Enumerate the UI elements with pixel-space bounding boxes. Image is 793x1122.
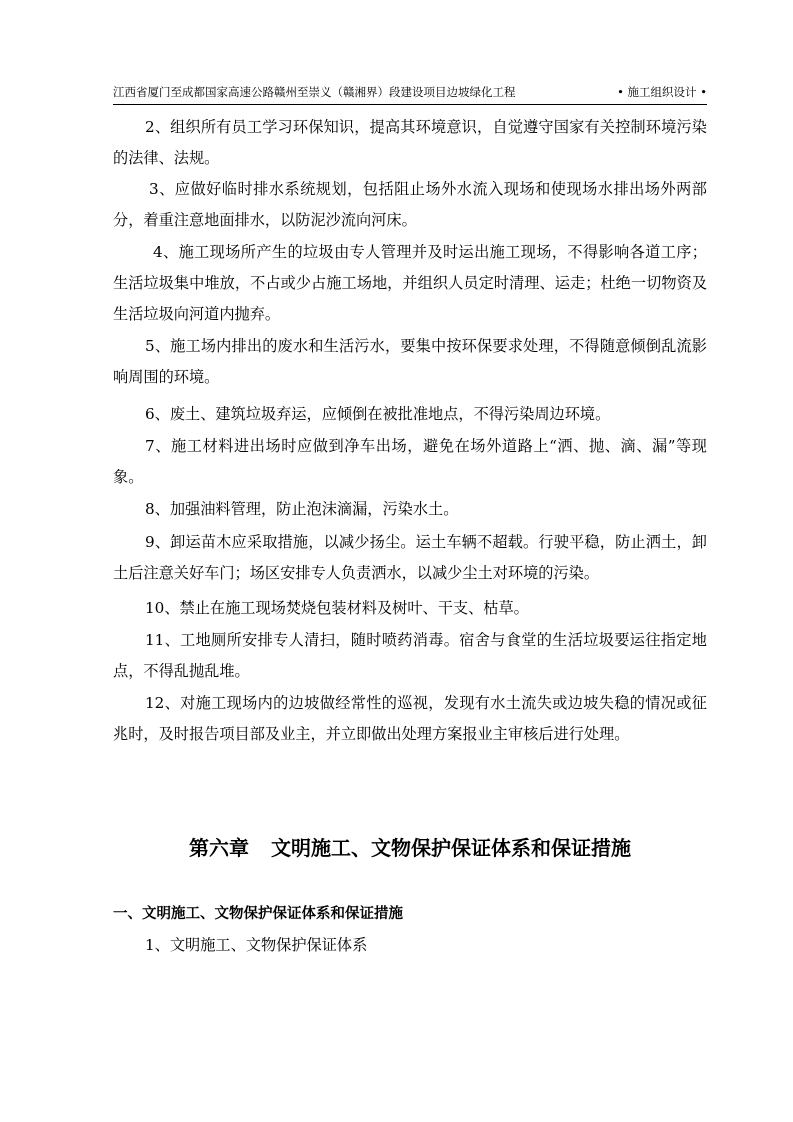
header-project-title: 江西省厦门至成都国家高速公路赣州至崇义（赣湘界）段建设项目边坡绿化工程	[113, 85, 516, 99]
paragraph-item-7: 7、施工材料进出场时应做到净车出场，避免在场外道路上“洒、抛、滴、漏”等现象。	[113, 437, 707, 486]
chapter-heading	[113, 831, 707, 865]
paragraph-item-6: 6、废土、建筑垃圾弃运，应倾倒在被批准地点，不得污染周边环境。	[145, 405, 611, 423]
paragraph-item-12: 12、对施工现场内的边坡做经常性的巡视，发现有水土流失或边坡失稳的情况或征兆时，及时报告项目部及业主，并立即做出处理方案报业主审核后进行处理。	[113, 694, 707, 743]
chapter-number: 第六章	[189, 836, 249, 860]
paragraph-item-8: 8、加强油料管理，防止泡沫滴漏，污染水土。	[145, 500, 459, 518]
paragraph-item-10: 10、禁止在施工现场焚烧包装材料及树叶、干支、枯草。	[145, 599, 529, 617]
paragraph-item-3: 3、应做好临时排水系统规划，包括阻止场外水流入现场和使现场水排出场外两部分，着重注意地面排水，以防泥沙流向河床。	[113, 180, 707, 229]
page-header	[113, 83, 707, 101]
paragraph-item-9: 9、卸运苗木应采取措施，以减少扬尘。运土车辆不超载。行驶平稳，防止洒土，卸土后注意关好车门；场区安排专人负责洒水，以减少尘土对环境的污染。	[113, 533, 707, 582]
paragraph-item-4: 4、施工现场所产生的垃圾由专人管理并及时运出施工现场，不得影响各道工序；生活垃圾集中堆放，不占或少占施工场地，并组织人员定时清理、运走；杜绝一切物资及生活垃圾向河道内抛弃。	[113, 243, 707, 323]
chapter-title: 文明施工、文物保护保证体系和保证措施	[271, 836, 631, 860]
section-heading: 一、文明施工、文物保护保证体系和保证措施	[113, 906, 403, 922]
paragraph-item-11: 11、工地厕所安排专人清扫，随时喷药消毒。宿舍与食堂的生活垃圾要运往指定地点，不得乱抛乱堆。	[113, 631, 707, 680]
subsection-heading: 1、文明施工、文物保护保证体系	[145, 936, 368, 954]
header-section-label: • 施工组织设计 •	[617, 85, 707, 99]
paragraph-item-5: 5、施工场内排出的废水和生活污水，要集中按环保要求处理，不得随意倾倒乱流影响周围的环境。	[113, 337, 707, 386]
header-divider	[113, 104, 707, 105]
paragraph-item-2: 2、组织所有员工学习环保知识，提高其环境意识，自觉遵守国家有关控制环境污染的法律、法规。	[113, 118, 707, 167]
